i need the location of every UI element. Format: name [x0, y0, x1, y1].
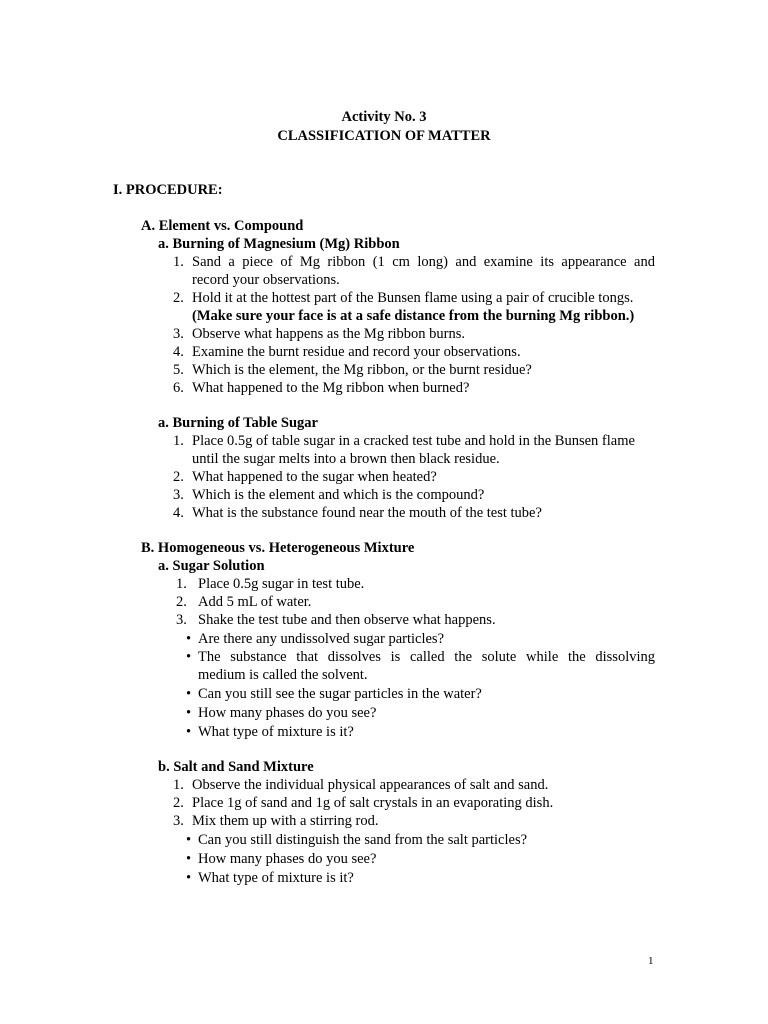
step-text: What is the substance found near the mouth of the test tube? [192, 505, 542, 521]
step-number: 2. [176, 594, 187, 610]
step-text: Add 5 mL of water. [198, 594, 312, 610]
step-text: Place 0.5g of table sugar in a cracked test tube and hold in the Bunsen flame [192, 433, 635, 449]
step-number: 4. [173, 505, 184, 521]
document-title: CLASSIFICATION OF MATTER [277, 128, 491, 144]
step-text: Examine the burnt residue and record your observations. [192, 344, 521, 360]
step-number: 1. [173, 254, 184, 270]
section-b-part2-heading: b. Salt and Sand Mixture [158, 759, 314, 775]
bullet-text: What type of mixture is it? [198, 724, 354, 740]
bullet-text: The substance that dissolves is called the solute while the dissolving [198, 649, 655, 665]
page-number: 1 [648, 955, 654, 967]
activity-number: Activity No. 3 [341, 109, 427, 125]
step-number: 1. [176, 576, 187, 592]
step-text: Observe the individual physical appearances of salt and sand. [192, 777, 549, 793]
bullet-text: Can you still see the sugar particles in the water? [198, 686, 482, 702]
step-text: Place 0.5g sugar in test tube. [198, 576, 365, 592]
step-text: Hold it at the hottest part of the Bunsen flame using a pair of crucible tongs. [192, 290, 634, 306]
bullet-text: What type of mixture is it? [198, 870, 354, 886]
section-b-heading: B. Homogeneous vs. Heterogeneous Mixture [141, 540, 415, 556]
step-text: Shake the test tube and then observe what happens. [198, 612, 496, 628]
step-number: 2. [173, 469, 184, 485]
step-text: Observe what happens as the Mg ribbon burns. [192, 326, 466, 342]
bullet-marker: • [186, 631, 192, 647]
step-number: 3. [173, 813, 184, 829]
bullet-marker: • [186, 851, 192, 867]
bullet-text: How many phases do you see? [198, 851, 377, 867]
step-text: Which is the element and which is the compound? [192, 487, 485, 503]
step-number: 4. [173, 344, 184, 360]
bullet-marker: • [186, 649, 192, 665]
step-number: 1. [173, 777, 184, 793]
bullet-marker: • [186, 724, 192, 740]
step-text: Place 1g of sand and 1g of salt crystals in an evaporating dish. [192, 795, 554, 811]
bullet-text: How many phases do you see? [198, 705, 377, 721]
step-number: 3. [173, 326, 184, 342]
section-a-heading: A. Element vs. Compound [141, 218, 304, 234]
bullet-marker: • [186, 705, 192, 721]
bullet-marker: • [186, 870, 192, 886]
step-number: 3. [176, 612, 187, 628]
step-number: 2. [173, 290, 184, 306]
section-a-part2-heading: a. Burning of Table Sugar [158, 415, 318, 431]
step-number: 2. [173, 795, 184, 811]
step-text: Mix them up with a stirring rod. [192, 813, 379, 829]
procedure-heading: I. PROCEDURE: [113, 182, 223, 198]
step-number: 1. [173, 433, 184, 449]
step-number: 5. [173, 362, 184, 378]
bullet-text: Can you still distinguish the sand from the salt particles? [198, 832, 528, 848]
step-text-continued: record your observations. [192, 272, 340, 288]
section-b-part1-heading: a. Sugar Solution [158, 558, 265, 574]
step-text-continued: until the sugar melts into a brown then black residue. [192, 451, 500, 467]
bullet-marker: • [186, 686, 192, 702]
section-a-part1-heading: a. Burning of Magnesium (Mg) Ribbon [158, 236, 400, 252]
step-text: Sand a piece of Mg ribbon (1 cm long) and examine its appearance and [192, 254, 655, 270]
step-number: 6. [173, 380, 184, 396]
bullet-marker: • [186, 832, 192, 848]
step-text: Which is the element, the Mg ribbon, or the burnt residue? [192, 362, 532, 378]
step-text: What happened to the sugar when heated? [192, 469, 437, 485]
step-number: 3. [173, 487, 184, 503]
safety-warning: (Make sure your face is at a safe distance from the burning Mg ribbon.) [192, 308, 635, 324]
step-text: What happened to the Mg ribbon when burned? [192, 380, 470, 396]
bullet-text: Are there any undissolved sugar particles? [198, 631, 445, 647]
bullet-text-continued: medium is called the solvent. [198, 667, 368, 683]
